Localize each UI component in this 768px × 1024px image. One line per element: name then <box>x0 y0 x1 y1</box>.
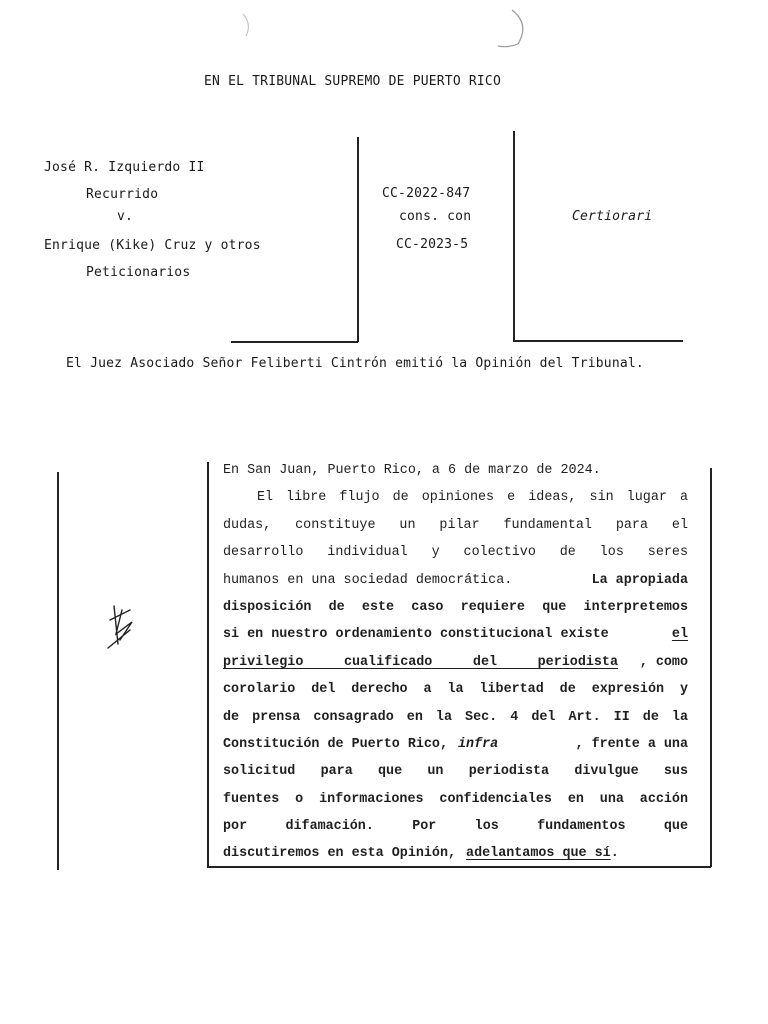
body-line-4b: La apropiada <box>591 572 688 588</box>
body-line-12: fuentes o informaciones confidenciales en una acción <box>223 791 688 807</box>
caption-bottom-rule <box>231 341 358 343</box>
caption-bottom-rule-right <box>513 340 683 342</box>
case-number: CC-2022-847 <box>382 186 471 201</box>
body-line-6a: si en nuestro ordenamiento constitucional existe <box>223 627 609 643</box>
date-line: En San Juan, Puerto Rico, a 6 de marzo de 2024. <box>223 463 601 478</box>
defendant-role: Peticionarios <box>86 265 191 280</box>
body-line-5: disposición de este caso requiere que interpretemos <box>223 599 688 615</box>
caption-divider-right <box>513 131 515 341</box>
body-line-7b: , como <box>639 654 688 670</box>
body-line-8: corolario del derecho a la libertad de expresión y <box>223 682 688 698</box>
case-number-2: CC-2023-5 <box>396 237 469 252</box>
body-line-6b: el <box>671 627 688 643</box>
body-line-4a: humanos en una sociedad democrática. <box>223 572 513 588</box>
body-line-14 <box>223 840 688 867</box>
initials-signature <box>100 600 146 652</box>
body-line-14b: adelantamos que sí <box>466 846 611 862</box>
margin-line <box>57 472 59 870</box>
body-line-4 <box>223 567 688 594</box>
body-line-10b: infra <box>458 736 499 752</box>
body-line-13: por difamación. Por los fundamentos que <box>223 819 688 835</box>
body-line-7a: privilegio cualificado del periodista <box>223 654 618 670</box>
body-line-3: desarrollo individual y colectivo de los seres <box>223 545 688 561</box>
body-line-2: dudas, constituye un pilar fundamental para el <box>223 517 688 533</box>
defendant-name: Enrique (Kike) Cruz y otros <box>44 238 261 253</box>
body-line-6 <box>223 621 688 648</box>
body-box-right <box>710 468 712 867</box>
plaintiff-name: José R. Izquierdo II <box>44 160 205 175</box>
body-line-14c: . <box>610 846 619 862</box>
page-corner-marks <box>0 0 768 60</box>
body-line-14a: discutiremos en esta Opinión, <box>223 846 457 862</box>
court-header: EN EL TRIBUNAL SUPREMO DE PUERTO RICO <box>204 74 501 89</box>
body-line-7 <box>223 649 688 676</box>
opinion-body <box>223 457 688 868</box>
opinion-author-line: El Juez Asociado Señor Feliberti Cintrón emitió la Opinión del Tribunal. <box>66 356 644 371</box>
consolidated-label: cons. con <box>399 209 472 224</box>
caption-divider-left <box>357 137 359 342</box>
body-line-10 <box>223 731 688 758</box>
body-line-10a: Constitución de Puerto Rico, <box>223 736 448 752</box>
body-line-1: El libre flujo de opiniones e ideas, sin lugar a <box>257 490 688 506</box>
body-box-left <box>207 462 209 868</box>
body-line-9: de prensa consagrado en la Sec. 4 del Art. II de la <box>223 709 688 725</box>
plaintiff-role: Recurrido <box>86 187 159 202</box>
proceeding-type: Certiorari <box>572 209 653 224</box>
versus: v. <box>117 209 134 224</box>
body-line-10c: , frente a una <box>575 736 688 752</box>
body-line-11: solicitud para que un periodista divulgue sus <box>223 764 688 780</box>
